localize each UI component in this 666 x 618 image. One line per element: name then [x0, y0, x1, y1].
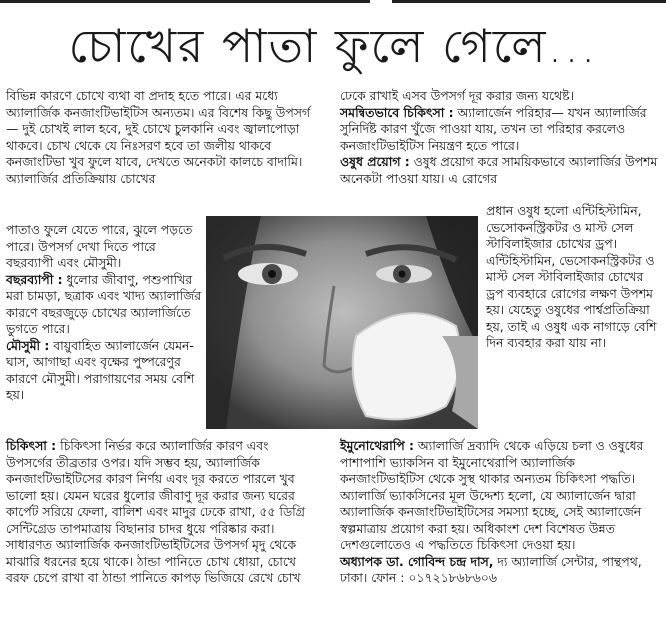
intro-paragraph: বিভিন্ন কারণে চোখে ব্যথা বা প্রদাহ হতে পারে। এর মধ্যে অ্যালার্জিক কনজাংটিভাইটিস অন্যতম। এর বিশেষ কিছু উপসর্গ— দুই চোখই লাল হবে, দুই চোখে চুলকানি এবং জ্বালাপোড়া থাকবে। চোখ থেকে যে নিঃসরণ হবে তা জলীয় থাকবে কনজাংটিভা খুব ফুলে যাবে, দেখতে অনেকটা কালচে বাদামি। অ্যালার্জির প্রতিক্রিয়ায় চোখের: [6, 88, 311, 186]
integrated-label: সমন্বিতভাবে চিকিৎসা :: [340, 104, 454, 120]
drug-paragraph: [340, 154, 660, 187]
treatment-label: চিকিৎসা :: [6, 438, 57, 453]
seasonal-paragraph: [6, 338, 202, 404]
intro-end: বছরব্যাপী এবং মৌসুমী।: [6, 255, 122, 270]
top-rule-left: [0, 0, 370, 3]
yearly-paragraph: [6, 272, 202, 338]
immuno-text: অ্যালার্জি দ্রব্যাদি থেকে এড়িয়ে চলা ও ওষুধের পাশাপাশি ভ্যাকসিন বা ইমুনোথেরাপি অ্যালার্জিক কনজাংটিভাইটিস থেকে সুস্থ থাকার অন্যতম চিকিৎসা পদ্ধতি। অ্যালার্জি ভ্যাকসিনের মূল উদ্দেশ্য হলো, যে অ্যালার্জেন দ্বারা অ্যালার্জিক কনজাংটিভাইটিসের সমস্যা হচ্ছে, সেই অ্যালার্জেন স্বল্পমাত্রায় প্রয়োগ করা হয়। অধিকাংশ দেশ বিশেষত উন্নত দেশগুলোতেও এ পদ্ধতিতে চিকিৎসা দেওয়া হয়।: [340, 438, 644, 552]
drug-text: ওষুধ প্রয়োগ করে সাময়িকভাবে অ্যালার্জির উপশম অনেকটা পাওয়া যায়। এ রোগের: [340, 154, 658, 186]
author-name: অধ্যাপক ডা. গোবিন্দ চন্দ্র দাস,: [340, 553, 494, 569]
crying-face-photo: [206, 216, 478, 429]
immuno-label: ইমুনোথেরাপি :: [340, 438, 414, 453]
top-rule-right: [392, 0, 666, 3]
seasonal-text: বায়ুবাহিত অ্যালার্জেন যেমন- ঘাস, আগাছা এবং বৃক্ষের পুষ্পরেণুর কারণে মৌসুমী। পরাগায়ণের সময় বেশি হয়।: [6, 337, 195, 402]
right-column-top: [340, 88, 660, 187]
article-title: চোখের পাতা ফুলে গেলে...: [68, 19, 598, 73]
drug-label: ওষুধ প্রয়োগ :: [340, 154, 410, 169]
yearly-label: বছরব্যাপী :: [6, 271, 63, 287]
integrated-paragraph: [340, 105, 660, 155]
treatment-paragraph: [6, 438, 311, 587]
author-credit: [340, 554, 662, 587]
left-column-narrow: [6, 222, 202, 404]
drug-continuation: প্রধান ওষুধ হলো এন্টিহিস্টামিন, ভেসোকনস্ট্রিকটর ও মাস্ট সেল স্টাবিলাইজার চোখের ড্রপ। এন্টিহিস্টামিন, ভেসোকনস্ট্রিকটর ও মাস্ট সেল স্টাবিলাইজার চোখের ড্রপ ব্যবহারে রোগের লক্ষণ উপশম হয়। যেহেতু ওষুধের পার্শ্বপ্রতিক্রিয়া হয়, তাই এ ওষুধ এক নাগাড়ে বেশি দিন ব্যবহার করা যায় না।: [486, 203, 657, 350]
immuno-paragraph: [340, 438, 662, 554]
right-column-narrow: [486, 203, 660, 352]
seasonal-label: মৌসুমী :: [6, 337, 50, 353]
right-intro: ঢেকে রাখাই এসব উপসর্গ দূর করার জন্য যথেষ্ট।: [340, 88, 575, 103]
left-column-bottom: [6, 438, 311, 587]
intro-continuation: পাতাও ফুলে যেতে পারে, ঝুলে পড়তে পারে। উপসর্গ দেখা দিতে পারে: [6, 222, 193, 254]
author-affiliation: দ্য অ্যালার্জি সেন্টার, পান্থপথ, ঢাকা। ফোন : ০১৭২১৮৬৮৬০৬: [340, 553, 642, 585]
integrated-text: অ্যালার্জেন পরিহার— যখন অ্যালার্জির সুনির্দিষ্ট কারণ খুঁজে পাওয়া যায়, তখন তা পরিহার করলেও কনজাংটিভাইটিস নিয়ন্ত্রণ হতে পারে।: [340, 104, 647, 153]
treatment-text: চিকিৎসা নির্ভর করে অ্যালার্জির কারণ এবং উপসর্গের তীব্রতার ওপর। যদি সম্ভব হয়, অ্যালার্জিক কনজাংটিভাইটিসের কারণ নির্ণয় এবং দূর করতে পারলে খুব ভালো হয়। যেমন ঘরের ধুলোর জীবাণু দূর করার জন্য ঘরের কার্পেট সরিয়ে ফেলা, বালিশ এবং মাদুর ঢেকে রাখা, ৫৫ ডিগ্রি সেন্টিগ্রেড তাপমাত্রায় বিছানার চাদর ধুয়ে পরিষ্কার করা। সাধারণত অ্যালার্জিক কনজাংটিভাইটিসের উপসর্গ মৃদু থেকে মাঝারি ধরনের হয়ে থাকে। ঠান্ডা পানিতে চোখ ধোয়া, চোখে বরফ চেপে রাখা বা ঠান্ডা পানিতে কাপড় ভিজিয়ে রেখে চোখ: [6, 438, 305, 585]
article-photo: [206, 216, 478, 429]
left-column-top: [6, 88, 318, 187]
tissue: [353, 313, 461, 419]
right-column-bottom: [340, 438, 662, 587]
yearly-text: ধুলোর জীবাণু, পশুপাখির মরা চামড়া, ছত্রাক এবং খাদ্য অ্যালার্জির কারণে বছরজুড়ে চোখের অ্যালার্জিতে ভুগতে পারে।: [6, 271, 202, 336]
